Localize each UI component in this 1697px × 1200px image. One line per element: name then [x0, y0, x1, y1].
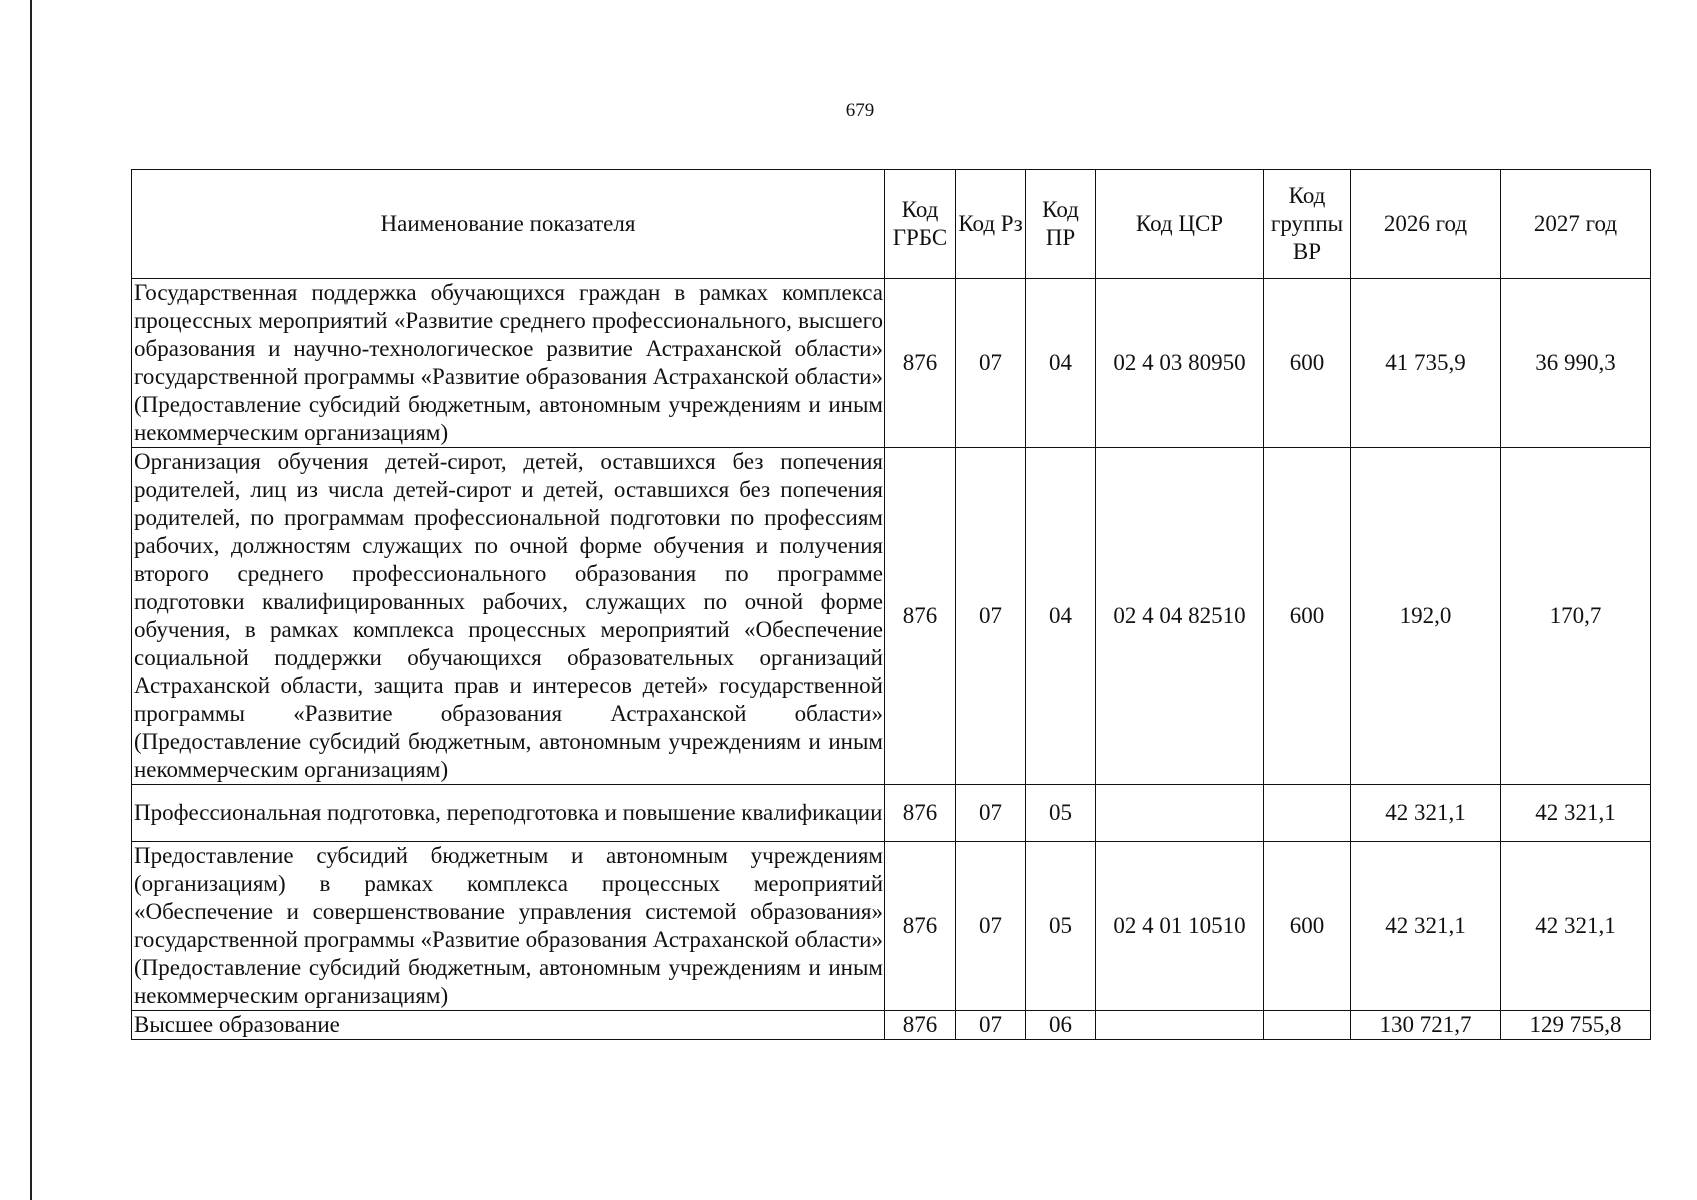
header-name: Наименование показателя: [132, 170, 885, 279]
row-rz: 07: [956, 448, 1026, 785]
row-csr: 02 4 03 80950: [1096, 279, 1264, 448]
row-name: Высшее образование: [132, 1011, 885, 1040]
table-row: [132, 448, 1651, 785]
row-pr: 05: [1026, 785, 1096, 842]
row-vr: 600: [1264, 279, 1351, 448]
header-2027: 2027 год: [1501, 170, 1651, 279]
row-amount-2027: 42 321,1: [1501, 785, 1651, 842]
row-grbs: 876: [885, 785, 956, 842]
row-amount-2026: 42 321,1: [1351, 785, 1501, 842]
header-2026: 2026 год: [1351, 170, 1501, 279]
row-vr: 600: [1264, 842, 1351, 1011]
row-csr: 02 4 01 10510: [1096, 842, 1264, 1011]
row-amount-2026: 42 321,1: [1351, 842, 1501, 1011]
row-amount-2027: 42 321,1: [1501, 842, 1651, 1011]
row-pr: 05: [1026, 842, 1096, 1011]
row-amount-2026: 192,0: [1351, 448, 1501, 785]
table-header-row: [132, 170, 1651, 279]
row-csr: [1096, 785, 1264, 842]
table-row: [132, 842, 1651, 1011]
row-name: Организация обучения детей-сирот, детей, оставшихся без попечения родителей, лиц из числа детей-сирот и детей, оставшихся без попечения родителей, по программам профессиональной подготовки по профессиям рабочих, должностям служащих по очной форме обучения и получения второго среднего профессионального образования по программе подготовки квалифицированных рабочих, служащих по очной форме обучения, в рамках комплекса процессных мероприятий «Обеспечение социальной поддержки обучающихся образовательных организаций Астраханской области, защита прав и интересов детей» государственной программы «Развитие образования Астраханской области» (Предоставление субсидий бюджетным, автономным учреждениям и иным некоммерческим организациям): [132, 448, 885, 785]
row-csr: [1096, 1011, 1264, 1040]
page-number: 679: [845, 100, 875, 121]
row-amount-2027: 129 755,8: [1501, 1011, 1651, 1040]
row-name: Профессиональная подготовка, переподготовка и повышение квалификации: [132, 785, 885, 842]
row-rz: 07: [956, 279, 1026, 448]
row-amount-2027: 36 990,3: [1501, 279, 1651, 448]
row-pr: 06: [1026, 1011, 1096, 1040]
row-vr: [1264, 1011, 1351, 1040]
row-pr: 04: [1026, 279, 1096, 448]
row-rz: 07: [956, 785, 1026, 842]
row-amount-2026: 130 721,7: [1351, 1011, 1501, 1040]
header-rz: Код Рз: [956, 170, 1026, 279]
row-grbs: 876: [885, 279, 956, 448]
header-vr: Код группы ВР: [1264, 170, 1351, 279]
row-amount-2026: 41 735,9: [1351, 279, 1501, 448]
row-vr: 600: [1264, 448, 1351, 785]
row-vr: [1264, 785, 1351, 842]
page-margin-rule: [30, 0, 32, 1200]
header-pr: Код ПР: [1026, 170, 1096, 279]
row-name: Предоставление субсидий бюджетным и автономным учреждениям (организациям) в рамках комплекса процессных мероприятий «Обеспечение и совершенствование управления системой образования» государственной программы «Развитие образования Астраханской области» (Предоставление субсидий бюджетным, автономным учреждениям и иным некоммерческим организациям): [132, 842, 885, 1011]
row-name: Государственная поддержка обучающихся граждан в рамках комплекса процессных мероприятий «Развитие среднего профессионального, высшего образования и научно-технологическое развитие Астраханской области» государственной программы «Развитие образования Астраханской области» (Предоставление субсидий бюджетным, автономным учреждениям и иным некоммерческим организациям): [132, 279, 885, 448]
header-csr: Код ЦСР: [1096, 170, 1264, 279]
table-row: [132, 1011, 1651, 1040]
row-pr: 04: [1026, 448, 1096, 785]
row-rz: 07: [956, 842, 1026, 1011]
row-grbs: 876: [885, 1011, 956, 1040]
row-grbs: 876: [885, 448, 956, 785]
table-row: [132, 279, 1651, 448]
row-grbs: 876: [885, 842, 956, 1011]
budget-table: [131, 169, 1651, 1040]
table-row: [132, 785, 1651, 842]
row-rz: 07: [956, 1011, 1026, 1040]
header-grbs: Код ГРБС: [885, 170, 956, 279]
row-csr: 02 4 04 82510: [1096, 448, 1264, 785]
row-amount-2027: 170,7: [1501, 448, 1651, 785]
